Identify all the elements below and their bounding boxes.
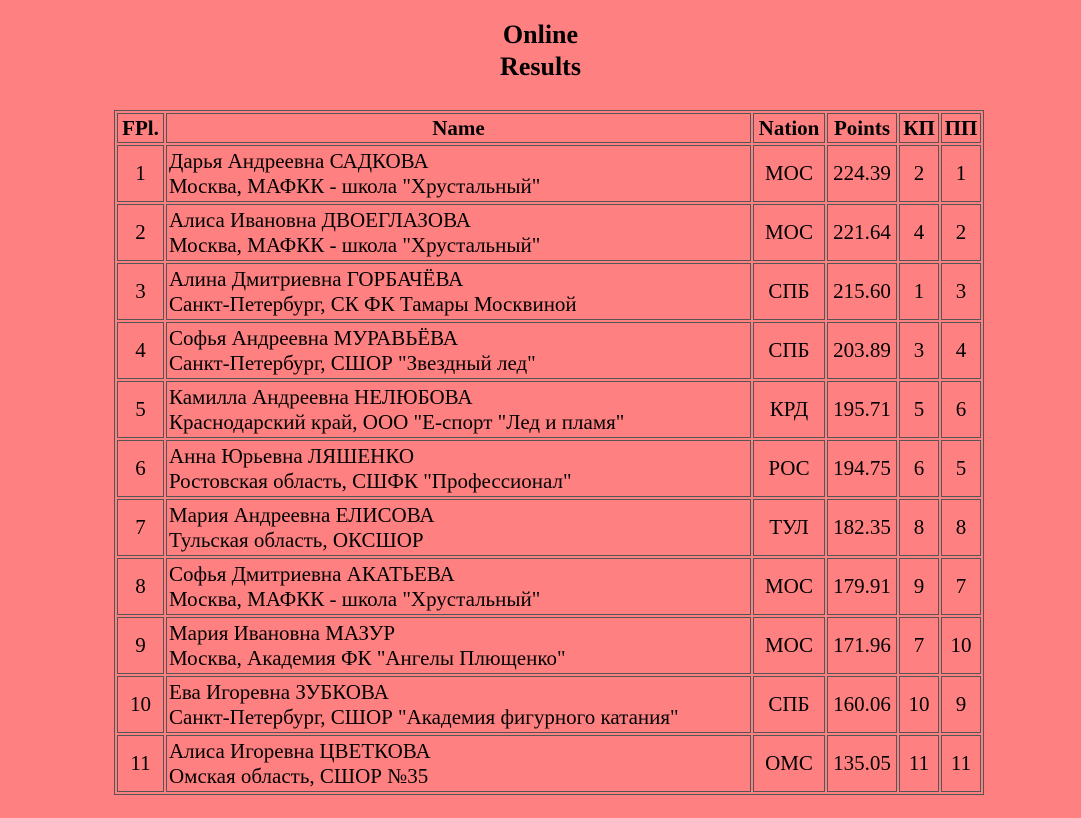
- cell-pp: 8: [941, 499, 981, 556]
- cell-nation: МОС: [753, 204, 825, 261]
- table-row: [117, 735, 981, 792]
- cell-name: [166, 381, 751, 438]
- cell-nation: СПБ: [753, 676, 825, 733]
- cell-fpl: 4: [117, 322, 164, 379]
- table-row: [117, 558, 981, 615]
- skater-name: Алина Дмитриевна ГОРБАЧЁВА: [169, 266, 464, 291]
- cell-points: 135.05: [827, 735, 897, 792]
- page-title-line2: Results: [500, 52, 581, 81]
- cell-kp: 6: [899, 440, 939, 497]
- cell-nation: МОС: [753, 145, 825, 202]
- header-nation: Nation: [753, 113, 825, 143]
- cell-name: [166, 440, 751, 497]
- results-table: [114, 110, 984, 795]
- skater-club: Москва, Академия ФК "Ангелы Плющенко": [169, 645, 566, 670]
- header-name: Name: [166, 113, 751, 143]
- skater-club: Санкт-Петербург, СШОР "Академия фигурного катания": [169, 704, 679, 729]
- skater-name: Софья Андреевна МУРАВЬЁВА: [169, 325, 458, 350]
- cell-pp: 4: [941, 322, 981, 379]
- table-row: [117, 204, 981, 261]
- cell-points: 195.71: [827, 381, 897, 438]
- cell-fpl: 7: [117, 499, 164, 556]
- cell-fpl: 9: [117, 617, 164, 674]
- cell-points: 215.60: [827, 263, 897, 320]
- table-row: [117, 440, 981, 497]
- cell-nation: КРД: [753, 381, 825, 438]
- cell-pp: 10: [941, 617, 981, 674]
- skater-name: Софья Дмитриевна АКАТЬЕВА: [169, 561, 455, 586]
- cell-fpl: 5: [117, 381, 164, 438]
- cell-name: [166, 204, 751, 261]
- header-points: Points: [827, 113, 897, 143]
- table-row: [117, 617, 981, 674]
- cell-points: 160.06: [827, 676, 897, 733]
- cell-pp: 3: [941, 263, 981, 320]
- cell-fpl: 6: [117, 440, 164, 497]
- cell-points: 224.39: [827, 145, 897, 202]
- cell-pp: 2: [941, 204, 981, 261]
- cell-fpl: 2: [117, 204, 164, 261]
- header-kp: КП: [899, 113, 939, 143]
- cell-points: 182.35: [827, 499, 897, 556]
- cell-kp: 4: [899, 204, 939, 261]
- skater-club: Москва, МАФКК - школа "Хрустальный": [169, 232, 541, 257]
- cell-points: 194.75: [827, 440, 897, 497]
- skater-name: Мария Андреевна ЕЛИСОВА: [169, 502, 435, 527]
- page-title-line1: Online: [502, 20, 579, 49]
- cell-kp: 1: [899, 263, 939, 320]
- cell-name: [166, 558, 751, 615]
- cell-nation: СПБ: [753, 322, 825, 379]
- cell-nation: МОС: [753, 617, 825, 674]
- skater-name: Алиса Ивановна ДВОЕГЛАЗОВА: [169, 207, 471, 232]
- cell-fpl: 3: [117, 263, 164, 320]
- cell-nation: ОМС: [753, 735, 825, 792]
- cell-kp: 7: [899, 617, 939, 674]
- skater-club: Санкт-Петербург, СК ФК Тамары Москвиной: [169, 291, 577, 316]
- cell-nation: ТУЛ: [753, 499, 825, 556]
- cell-points: 179.91: [827, 558, 897, 615]
- cell-kp: 3: [899, 322, 939, 379]
- cell-kp: 9: [899, 558, 939, 615]
- cell-name: [166, 145, 751, 202]
- cell-name: [166, 499, 751, 556]
- cell-nation: СПБ: [753, 263, 825, 320]
- skater-name: Алиса Игоревна ЦВЕТКОВА: [169, 738, 431, 763]
- skater-name: Камилла Андреевна НЕЛЮБОВА: [169, 384, 473, 409]
- header-pp: ПП: [941, 113, 981, 143]
- skater-name: Дарья Андреевна САДКОВА: [169, 148, 429, 173]
- table-row: [117, 145, 981, 202]
- skater-club: Москва, МАФКК - школа "Хрустальный": [169, 586, 541, 611]
- skater-name: Ева Игоревна ЗУБКОВА: [169, 679, 389, 704]
- cell-kp: 5: [899, 381, 939, 438]
- cell-pp: 11: [941, 735, 981, 792]
- cell-kp: 11: [899, 735, 939, 792]
- table-row: [117, 322, 981, 379]
- cell-name: [166, 322, 751, 379]
- skater-club: Санкт-Петербург, СШОР "Звездный лед": [169, 350, 536, 375]
- table-row: [117, 499, 981, 556]
- cell-nation: МОС: [753, 558, 825, 615]
- table-row: [117, 676, 981, 733]
- skater-name: Анна Юрьевна ЛЯШЕНКО: [169, 443, 414, 468]
- cell-kp: 8: [899, 499, 939, 556]
- cell-points: 203.89: [827, 322, 897, 379]
- cell-name: [166, 263, 751, 320]
- cell-name: [166, 676, 751, 733]
- cell-points: 171.96: [827, 617, 897, 674]
- cell-name: [166, 735, 751, 792]
- header-row: [117, 113, 981, 143]
- cell-pp: 1: [941, 145, 981, 202]
- skater-club: Ростовская область, СШФК "Профессионал": [169, 468, 572, 493]
- page-title: [0, 0, 1081, 83]
- cell-points: 221.64: [827, 204, 897, 261]
- cell-pp: 9: [941, 676, 981, 733]
- skater-club: Краснодарский край, ООО "Е-спорт "Лед и пламя": [169, 409, 625, 434]
- cell-fpl: 1: [117, 145, 164, 202]
- header-fpl: FPl.: [117, 113, 164, 143]
- cell-kp: 2: [899, 145, 939, 202]
- skater-club: Тульская область, ОКСШОР: [169, 527, 424, 552]
- cell-pp: 7: [941, 558, 981, 615]
- cell-fpl: 8: [117, 558, 164, 615]
- cell-name: [166, 617, 751, 674]
- table-row: [117, 263, 981, 320]
- cell-nation: РОС: [753, 440, 825, 497]
- skater-club: Омская область, СШОР №35: [169, 763, 429, 788]
- table-row: [117, 381, 981, 438]
- cell-fpl: 10: [117, 676, 164, 733]
- skater-club: Москва, МАФКК - школа "Хрустальный": [169, 173, 541, 198]
- cell-kp: 10: [899, 676, 939, 733]
- cell-pp: 5: [941, 440, 981, 497]
- skater-name: Мария Ивановна МАЗУР: [169, 620, 396, 645]
- cell-fpl: 11: [117, 735, 164, 792]
- cell-pp: 6: [941, 381, 981, 438]
